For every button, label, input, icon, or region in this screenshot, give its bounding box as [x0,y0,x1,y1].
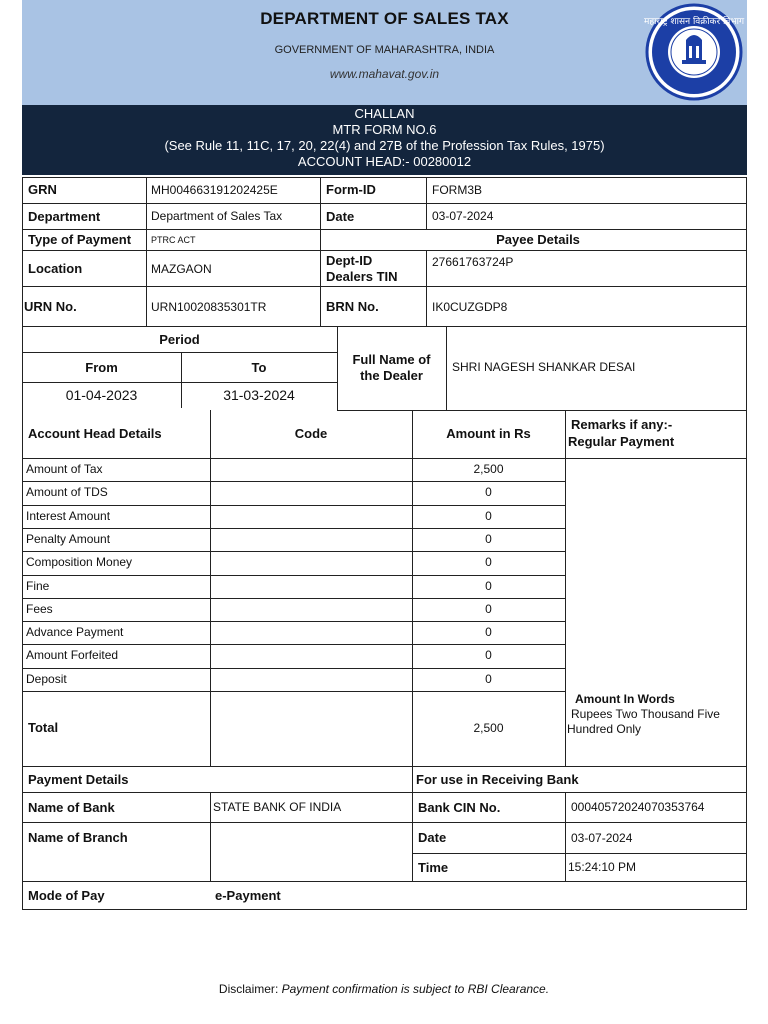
payment-date-value: 03-07-2024 [571,831,633,845]
disclaimer: Disclaimer: Payment confirmation is subject to RBI Clearance. [218,982,550,996]
from-date: 01-04-2023 [65,387,138,403]
account-row-amount: 0 [485,485,492,499]
table-line [22,881,747,882]
table-line [22,352,337,353]
table-line [22,822,747,823]
table-line [22,551,566,552]
dealer-full-name: SHRI NAGESH SHANKAR DESAI [452,360,636,374]
urn-value: URN10020835301TR [151,300,267,314]
department-value: Department of Sales Tax [151,209,283,223]
amount-in-words-label: Amount In Words [575,692,675,706]
remarks-label: Remarks if any:- [571,417,673,432]
table-line [565,410,566,766]
table-line [22,528,566,529]
amount-in-words-line1: Rupees Two Thousand Five [571,707,720,721]
bank-cin-value: 00040572024070353764 [571,800,705,814]
from-label: From [85,360,118,375]
mode-of-pay-value: e-Payment [215,888,281,903]
full-name-label-line2: the Dealer [360,368,423,383]
full-name-label-line1: Full Name of [352,352,431,367]
table-line [22,575,566,576]
table-line [22,481,566,482]
table-line [210,792,211,881]
receiving-bank-heading: For use in Receiving Bank [416,772,579,787]
urn-label: URN No. [24,299,77,314]
location-label: Location [28,261,83,276]
table-line [22,621,566,622]
account-row-name: Penalty Amount [26,532,111,546]
table-line [426,177,427,229]
department-title: DEPARTMENT OF SALES TAX [260,9,509,28]
table-line [22,505,566,506]
table-line [22,177,747,178]
date-value: 03-07-2024 [432,209,494,223]
department-seal-logo [642,2,746,102]
dealers-tin-label: Dealers TIN [326,269,398,284]
account-row-name: Deposit [26,672,67,686]
government-subtitle: GOVERNMENT OF MAHARASHTRA, INDIA [274,44,495,56]
amount-in-words-line2: Hundred Only [567,722,642,736]
form-number: MTR FORM NO.6 [332,122,437,137]
account-row-name: Fees [26,602,53,616]
to-label: To [251,360,267,375]
account-row-name: Amount of TDS [26,485,108,499]
table-line [22,326,747,327]
table-line [320,177,321,326]
account-row-amount: 2,500 [473,462,504,476]
payee-details-heading: Payee Details [496,232,580,247]
dept-id-value: 27661763724P [432,255,514,269]
account-row-name: Composition Money [26,555,133,569]
disclaimer-label: Disclaimer [218,982,275,996]
brn-value: IK0CUZGDP8 [432,300,508,314]
seal-text: महाराष्ट्र शासन विक्रीकर विभाग [643,17,745,27]
table-line [565,792,566,881]
table-line [412,853,747,854]
type-of-payment-value: PTRC ACT [151,235,196,245]
payment-time-value: 15:24:10 PM [568,860,637,874]
table-line [22,286,747,287]
bank-name-label: Name of Bank [28,800,115,815]
date-label: Date [326,209,355,224]
location-value: MAZGAON [151,262,212,276]
account-row-amount: 0 [485,625,492,639]
payment-date-label: Date [418,830,447,845]
account-row-amount: 0 [485,602,492,616]
table-line [22,598,566,599]
account-row-name: Amount of Tax [26,462,103,476]
account-row-amount: 0 [485,509,492,523]
account-row-amount: 0 [485,532,492,546]
table-line [337,410,747,411]
table-line [22,203,747,204]
amount-heading: Amount in Rs [446,426,531,441]
account-row-name: Advance Payment [26,625,124,639]
table-line [22,766,747,767]
table-line [746,177,747,909]
table-line [22,668,566,669]
bank-cin-label: Bank CIN No. [418,800,501,815]
table-line [22,909,747,910]
form-id-label: Form-ID [326,182,376,197]
table-line [412,766,413,881]
table-line [22,691,566,692]
table-line [22,250,747,251]
account-row-name: Amount Forfeited [26,648,119,662]
payment-details-heading: Payment Details [28,772,129,787]
website-link[interactable]: www.mahavat.gov.in [329,67,440,81]
total-value: 2,500 [473,721,504,735]
type-of-payment-label: Type of Payment [28,232,132,247]
bank-name-value: STATE BANK OF INDIA [213,800,342,814]
remarks-value: Regular Payment [568,434,675,449]
table-line [146,177,147,326]
grn-value: MH004663191202425E [151,183,278,197]
code-heading: Code [294,426,328,441]
account-row-amount: 0 [485,648,492,662]
payment-time-label: Time [418,860,449,875]
table-line [426,250,427,326]
table-line [22,458,747,459]
department-label: Department [28,209,101,224]
to-date: 31-03-2024 [223,387,295,403]
mode-of-pay-label: Mode of Pay [28,888,105,903]
account-head-details-heading: Account Head Details [28,426,162,441]
disclaimer-text: Payment confirmation is subject to RBI Clearance. [281,982,550,996]
account-row-name: Fine [26,579,50,593]
total-label: Total [28,720,59,735]
dept-id-label: Dept-ID [326,253,373,268]
table-line [446,326,447,410]
brn-label: BRN No. [326,299,379,314]
form-id-value: FORM3B [432,183,483,197]
account-head: ACCOUNT HEAD:- 00280012 [297,154,472,169]
period-heading: Period [159,332,200,347]
challan-band [22,105,747,175]
table-line [22,792,747,793]
table-line [22,229,747,230]
account-row-name: Interest Amount [26,509,111,523]
account-row-amount: 0 [485,579,492,593]
branch-name-label: Name of Branch [28,830,128,845]
table-line [210,410,211,766]
table-line [22,382,337,383]
table-line [22,177,23,909]
table-line [22,644,566,645]
grn-label: GRN [28,182,57,197]
challan-title: CHALLAN [354,106,415,121]
account-row-amount: 0 [485,555,492,569]
rule-reference: (See Rule 11, 11C, 17, 20, 22(4) and 27B of the Profession Tax Rules, 1975) [164,138,605,153]
account-row-amount: 0 [485,672,492,686]
